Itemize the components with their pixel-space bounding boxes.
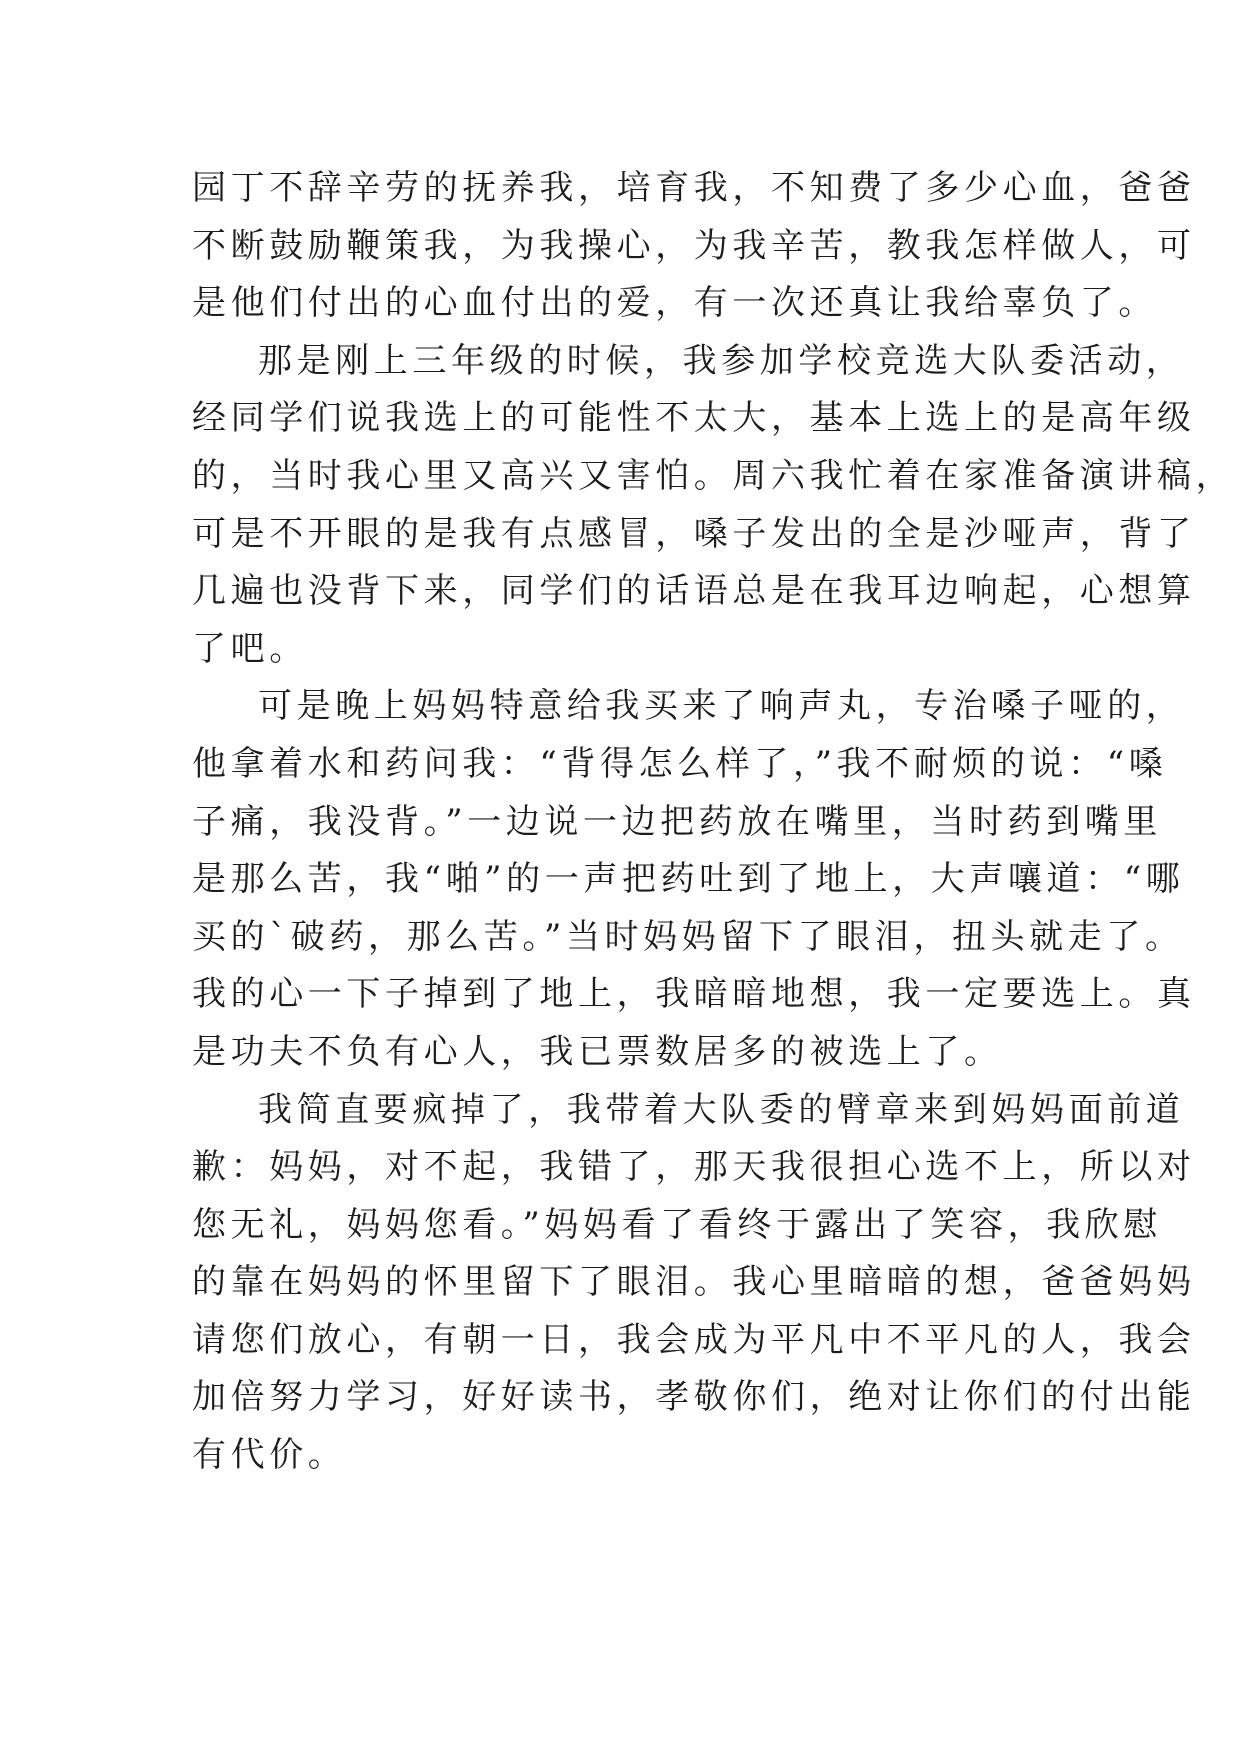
text-line: 有代价。 — [192, 1435, 347, 1476]
text-line: 买的`破药，那么苦。”当时妈妈留下了眼泪，扭头就走了。 — [192, 916, 1184, 957]
text-line: 子痛，我没背。”一边说一边把药放在嘴里，当时药到嘴里 — [192, 801, 1162, 842]
text-line: 我的心一下子掉到了地上，我暗暗地想，我一定要选上。真 — [192, 974, 1196, 1015]
text-line: 的靠在妈妈的怀里留下了眼泪。我心里暗暗的想，爸爸妈妈 — [192, 1262, 1196, 1303]
text-line: 歉：妈妈，对不起，我错了，那天我很担心选不上，所以对 — [192, 1147, 1196, 1188]
text-line: 了吧。 — [192, 628, 308, 669]
text-line: 您无礼，妈妈您看。”妈妈看了看终于露出了笑容，我欣慰 — [192, 1204, 1162, 1245]
text-line: 是功夫不负有心人，我已票数居多的被选上了。 — [192, 1031, 1003, 1072]
text-line: 是他们付出的心血付出的爱，有一次还真让我给辜负了。 — [192, 283, 1157, 324]
text-line: 几遍也没背下来，同学们的话语总是在我耳边响起，心想算 — [192, 571, 1196, 612]
essay-body — [192, 160, 1235, 1485]
text-line: 请您们放心，有朝一日，我会成为平凡中不平凡的人，我会 — [192, 1319, 1196, 1360]
text-line: 的，当时我心里又高兴又害怕。周六我忙着在家准备演讲稿， — [192, 455, 1235, 496]
text-line: 加倍努力学习，好好读书，孝敬你们，绝对让你们的付出能 — [192, 1377, 1196, 1418]
paragraph-first-line: 可是晚上妈妈特意给我买来了响声丸，专治嗓子哑的， — [258, 686, 1185, 727]
paragraph-first-line: 那是刚上三年级的时候，我参加学校竞选大队委活动， — [258, 340, 1185, 381]
text-line: 他拿着水和药问我：“背得怎么样了，”我不耐烦的说：“嗓 — [192, 743, 1168, 784]
text-line: 可是不开眼的是我有点感冒，嗓子发出的全是沙哑声，背了 — [192, 513, 1196, 554]
text-line: 不断鼓励鞭策我，为我操心，为我辛苦，教我怎样做人，可 — [192, 225, 1196, 266]
text-line: 园丁不辞辛劳的抚养我，培育我，不知费了多少心血，爸爸 — [192, 168, 1196, 208]
text-line: 经同学们说我选上的可能性不太大，基本上选上的是高年级 — [192, 398, 1196, 439]
text-line: 是那么苦，我“啪”的一声把药吐到了地上，大声嚷道：“哪 — [192, 859, 1185, 900]
paragraph-first-line: 我简直要疯掉了，我带着大队委的臂章来到妈妈面前道 — [258, 1089, 1185, 1130]
